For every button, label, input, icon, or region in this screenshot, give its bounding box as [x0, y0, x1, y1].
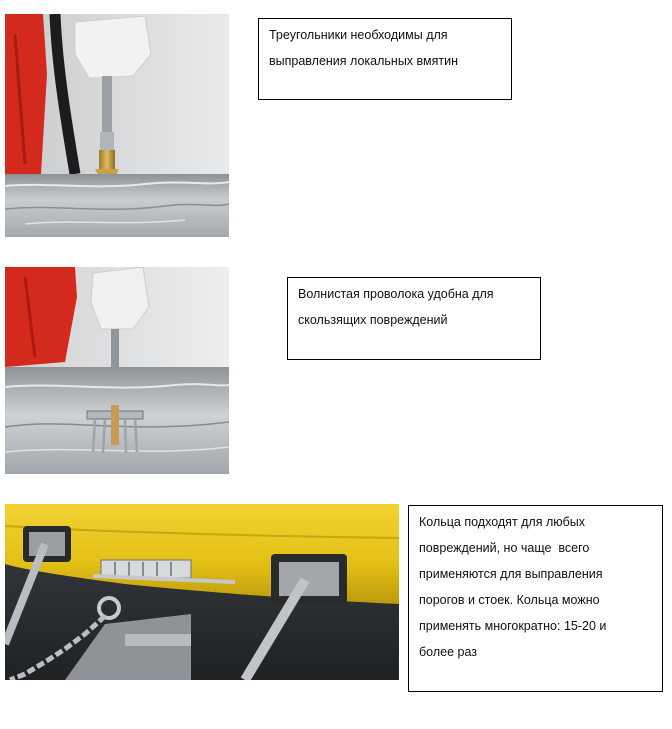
caption-line: Волнистая проволока удобна для	[298, 287, 494, 301]
caption-line: выправления локальных вмятин	[269, 54, 458, 68]
caption-line: Кольца подходят для любых	[419, 515, 586, 529]
photo-triangle-electrode	[5, 14, 229, 237]
photo-wavy-wire-tool	[5, 267, 229, 474]
caption-box-wavy-wire	[287, 277, 541, 360]
caption-line: применяются для выправления	[419, 567, 603, 581]
caption-line: скользящих повреждений	[298, 313, 448, 327]
caption-line: Треугольники необходимы для	[269, 28, 448, 42]
caption-box-rings	[408, 505, 663, 692]
caption-line: повреждений, но чаще всего	[419, 541, 590, 555]
caption-box-triangles	[258, 18, 512, 100]
caption-line: более раз	[419, 645, 478, 659]
photo-rings-pulling-setup	[5, 504, 399, 680]
caption-line: применять многократно: 15-20 и	[419, 619, 607, 633]
caption-line: порогов и стоек. Кольца можно	[419, 593, 600, 607]
